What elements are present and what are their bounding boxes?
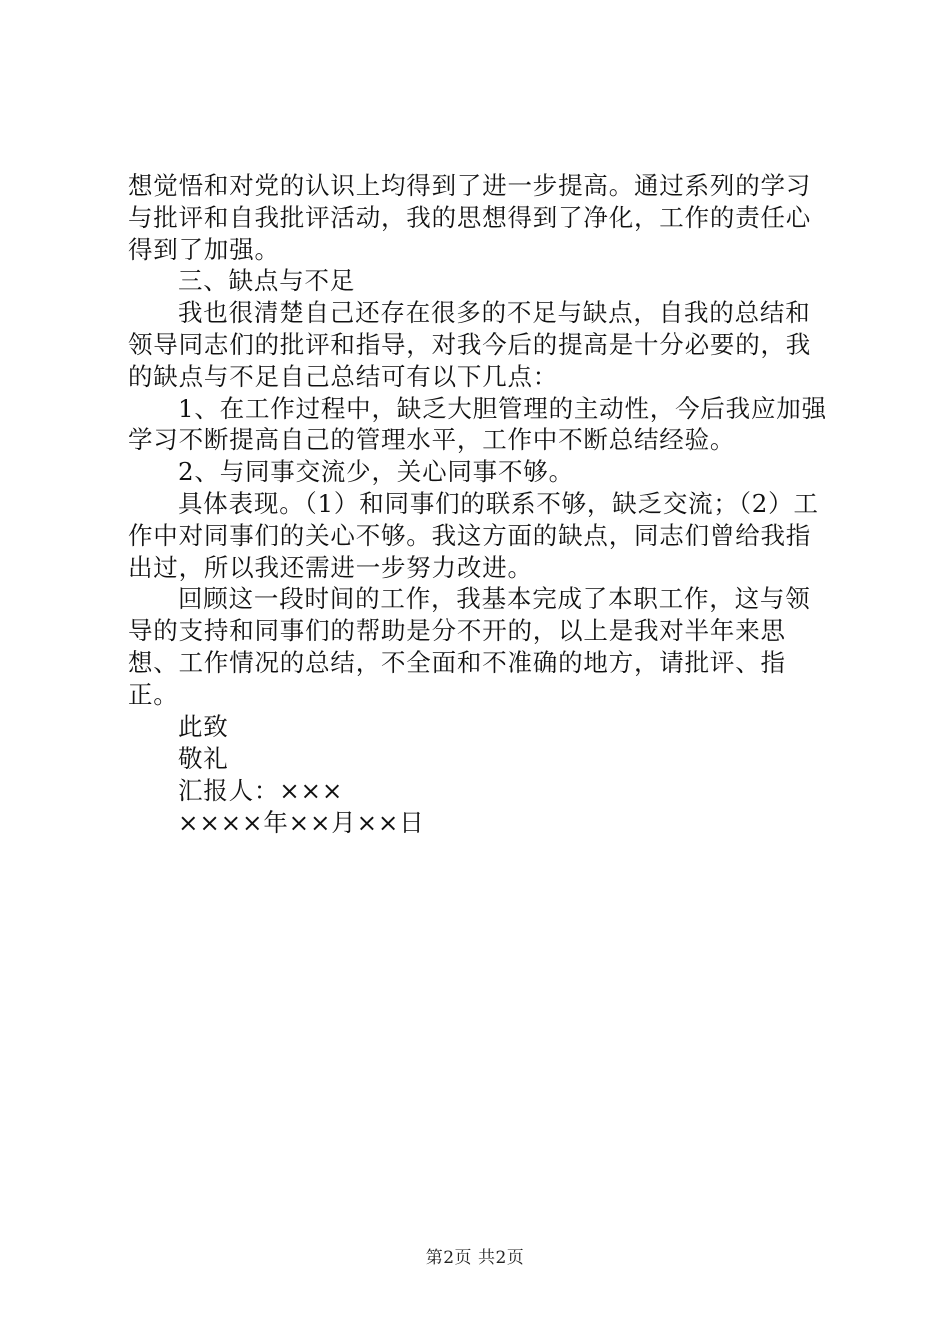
section-heading-shortcomings: 三、缺点与不足	[178, 266, 356, 296]
page-number-footer: 第2页 共2页	[425, 1248, 525, 1268]
report-date: ××××年××月××日	[178, 807, 425, 837]
reporter-signature: 汇报人：×××	[178, 775, 344, 805]
paragraph-point-2: 2、与同事交流少，关心同事不够。	[178, 457, 574, 487]
paragraph-details: 具体表现。（1）和同事们的联系不够，缺乏交流；（2）工作中对同事们的关心不够。我这方面的缺点，同志们曾给我指出过，所以我还需进一步努力改进。	[128, 488, 819, 582]
paragraph-self-assessment: 我也很清楚自己还存在很多的不足与缺点，自我的总结和领导同志们的批评和指导，对我今后的提高是十分必要的，我的缺点与不足自己总结可有以下几点：	[128, 298, 812, 391]
paragraph-continuation: 想觉悟和对党的认识上均得到了进一步提高。通过系列的学习与批评和自我批评活动，我的思想得到了净化，工作的责任心得到了加强。	[128, 171, 812, 264]
closing-regards: 敬礼	[178, 743, 229, 773]
document-body	[128, 170, 828, 839]
paragraph-point-1: 1、在工作过程中，缺乏大胆管理的主动性，今后我应加强学习不断提高自己的管理水平，工作中不断总结经验。	[128, 393, 827, 455]
paragraph-conclusion: 回顾这一段时间的工作，我基本完成了本职工作，这与领导的支持和同事们的帮助是分不开的，以上是我对半年来思想、工作情况的总结，不全面和不准确的地方，请批评、指正。	[128, 584, 811, 709]
closing-salutation: 此致	[178, 711, 229, 741]
